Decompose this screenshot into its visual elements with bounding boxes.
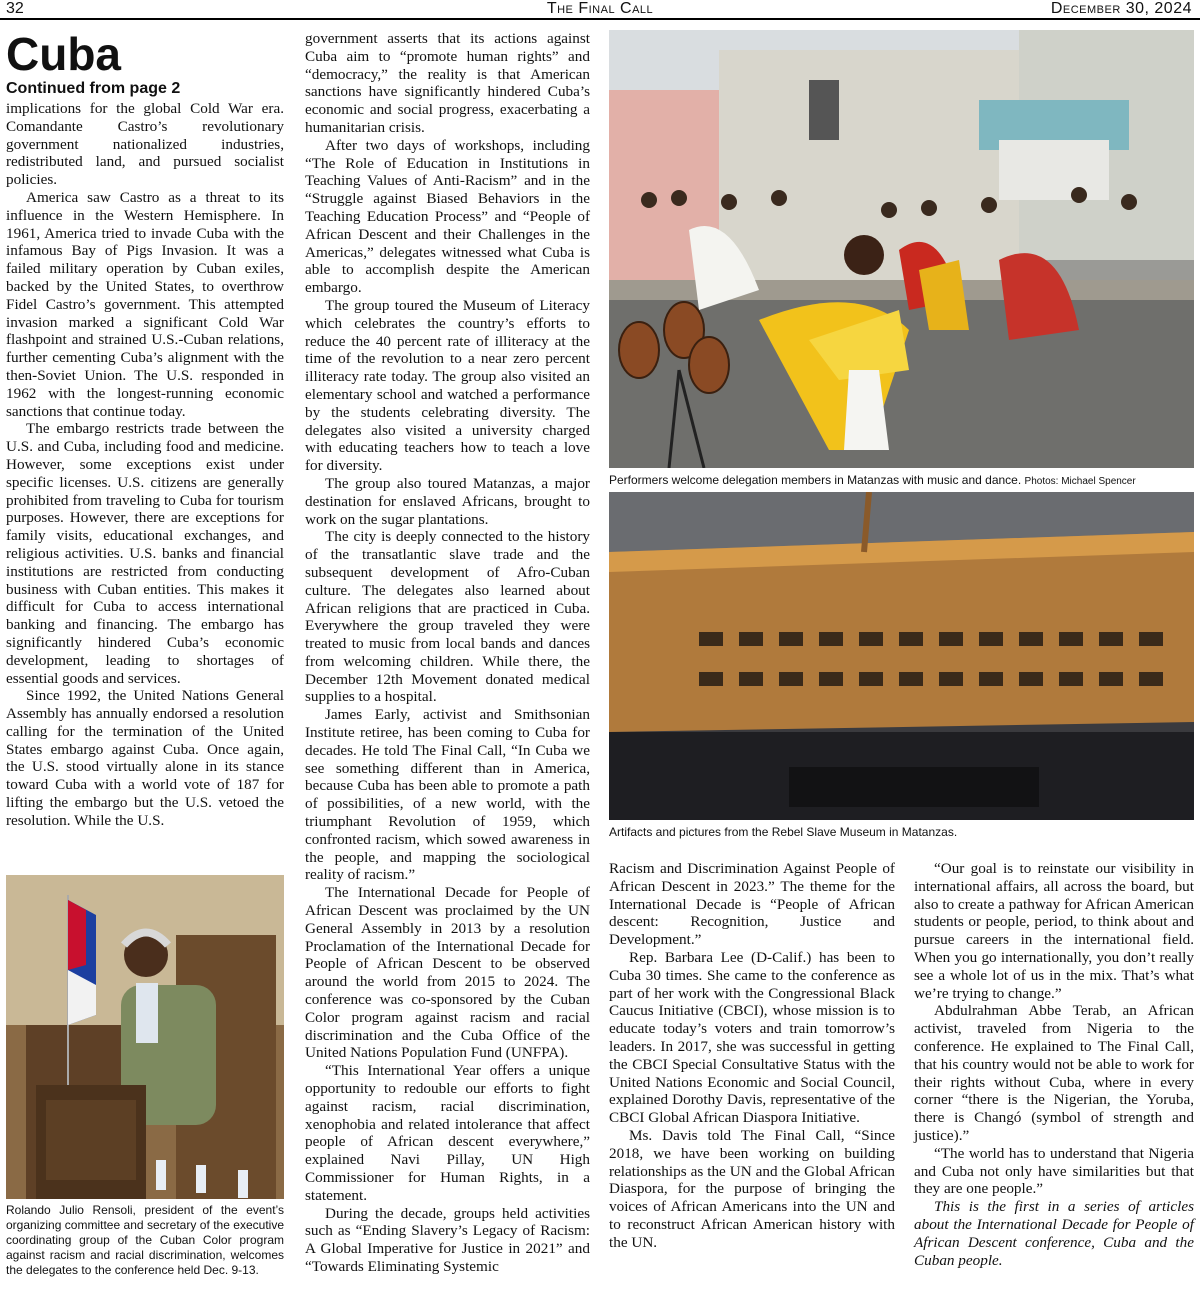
- paragraph: “Our goal is to reinstate our visibility in international affairs, all across the board, but also to create a pathway for African American students or people, period, to think about and pursue careers in the international field. When you go internationally, you don’t really see a whole lot of us in the mix. That’s what we’re trying to change.”: [914, 860, 1194, 1002]
- ship-photo-illustration: [609, 492, 1194, 820]
- speaker-caption: Rolando Julio Rensoli, president of the event’s organizing committee and secretary of the executive coordinating group of the Cuban Color program against racism and racial discrimination, welcomes the delegates to the conference held Dec. 9-13.: [6, 1203, 284, 1277]
- publication-name: The Final Call: [546, 0, 654, 17]
- paragraph: “The world has to understand that Nigeria and Cuba not only have similarities but that they are one people.”: [914, 1144, 1194, 1198]
- paragraph: The embargo restricts trade between the U.S. and Cuba, including food and medicine. However, some exceptions exist under specific licenses. U.S. citizens are generally prohibited from traveling to Cuba for tourism purposes. However, there are exceptions for family visits, educational exchanges, and religious activities. U.S. banks and financial institutions are restricted from conducting business with Cuban entities. This makes it difficult for Cuba to access international banking and financing. The embargo has significantly hindered Cuba’s economic development, leading to shortages of essential goods and services.: [6, 420, 284, 687]
- paragraph: The group toured the Museum of Literacy which celebrates the country’s efforts to reduce the 40 percent rate of illiteracy at the time of the revolution to a near zero percent illiteracy rate today. The group also visited an elementary school and watched a performance by the students celebrating diversity. The delegates also visited a university charged with educating teachers how to teach a love for diversity.: [305, 296, 590, 475]
- page-number: 32: [6, 0, 24, 17]
- paragraph: implications for the global Cold War era. Comandante Castro’s revolutionary government nationalized industries, redistributed land, and pursued socialist policies.: [6, 100, 284, 189]
- dance-caption: [609, 473, 1194, 489]
- paragraph: During the decade, groups held activities such as “Ending Slavery’s Legacy of Racism: A Global Imperative for Justice in 2021” and “Towards Eliminating Systemic: [305, 1204, 590, 1275]
- paragraph: James Early, activist and Smithsonian Institute retiree, has been coming to Cuba for decades. He told The Final Call, “In Cuba we see something different than in America, because Cuba has been able to promote a path of possibilities, of a new world, with the triumphant Revolution of 1959, which confronted racism, which sowed awareness in the people, and mapping the sociological reality of racism.”: [305, 706, 590, 884]
- paragraph: The International Decade for People of African Descent was proclaimed by the UN General Assembly in 2013 by a resolution Proclamation of the International Decade for People of African Descent to be observed around the world from 2015 to 2024. The conference was co-sponsored by the Cuban Color program against racism and racial discrimination and the Cuba Office of the United Nations Population Fund (UNFPA).: [305, 884, 590, 1062]
- ship-museum-photo: [609, 492, 1194, 820]
- paragraph: Ms. Davis told The Final Call, “Since 2018, we have been working on building relationships as the UN and the Global African Diaspora, for the purpose of bringing the voices of African Americans into the UN and to reconstruct African American history with the UN.: [609, 1126, 895, 1251]
- header-rule: [0, 18, 1200, 20]
- column-1: [6, 100, 284, 830]
- dance-caption-text: Performers welcome delegation members in Matanzas with music and dance.: [609, 473, 1022, 487]
- paragraph: The group also toured Matanzas, a major destination for enslaved Africans, brought to work on the sugar plantations.: [305, 474, 590, 528]
- column-3: [609, 860, 895, 1252]
- paragraph: Rep. Barbara Lee (D-Calif.) has been to Cuba 30 times. She came to the conference as part of her work with the Congressional Black Caucus Initiative (CBCI), whose mission is to educate today’s voters and train tomorrow’s leaders. In 2017, she was successful in getting the CBCI Special Consultative Status with the United Nations Economic and Social Council, explained Dorothy Davis, representative of the CBCI Global African Diaspora Initiative.: [609, 948, 895, 1127]
- issue-date: December 30, 2024: [1050, 0, 1192, 17]
- continued-line: Continued from page 2: [6, 80, 181, 97]
- paragraph: Since 1992, the United Nations General Assembly has annually endorsed a resolution calling for the termination of the United States embargo against Cuba. Once again, the U.S. stood virtually alone in its stance toward Cuba with a world vote of 187 for lifting the embargo but the U.S. vetoed the resolution. While the U.S.: [6, 687, 284, 829]
- paragraph: After two days of workshops, including “The Role of Education in Institutions in Teaching Values of Anti-Racism” and in the “Struggle against Biased Behaviors in the Teaching Education Process” and “People of African Descent and their Challenges in the Americas,” delegates witnessed what Cuba is able to accomplish despite the American embargo.: [305, 136, 590, 297]
- paragraph: “This International Year offers a unique opportunity to redouble our efforts to fight against racism, racial discrimination, xenophobia and related intolerance that affect people of African descent everywhere,” explained Navi Pillay, UN High Commissioner for Human Rights, in a statement.: [305, 1062, 590, 1204]
- series-note: This is the first in a series of articles about the International Decade for People of African Descent conference, Cuba and the Cuban people.: [914, 1198, 1194, 1269]
- column-4: [914, 860, 1194, 1269]
- paragraph: America saw Castro as a threat to its influence in the Western Hemisphere. In 1961, America tried to invade Cuba with the infamous Bay of Pigs Invasion. It was a failed military operation by Cuban exiles, backed by the United States, to overthrow Fidel Castro’s government. This attempted invasion marked a significant Cold War flashpoint and strained U.S.-Cuban relations, further cementing Cuba’s alignment with the then-Soviet Union. The U.S. responded in 1962 with the longest-running economic sanctions that continue today.: [6, 188, 284, 420]
- speaker-photo-illustration: [6, 875, 284, 1199]
- paragraph: government asserts that its actions against Cuba aim to “promote human rights” and “democracy,” the reality is that American sanctions have significantly hindered Cuba’s economic and social progress, exacerbating a humanitarian crisis.: [305, 30, 590, 136]
- column-2: [305, 30, 590, 1276]
- photo-credit: Photos: Michael Spencer: [1024, 476, 1136, 487]
- ship-caption: Artifacts and pictures from the Rebel Slave Museum in Matanzas.: [609, 825, 958, 839]
- article-title: Cuba: [6, 28, 121, 80]
- paragraph: The city is deeply connected to the history of the transatlantic slave trade and the subsequent development of Afro-Cuban culture. The delegates also learned about African religions that are practiced in Cuba. Everywhere the group traveled they were treated to music from local bands and dances from welcoming children. While there, the December 12th Movement donated medical supplies to a hospital.: [305, 528, 590, 706]
- paragraph: Racism and Discrimination Against People of African Descent in 2023.” The theme for the International Decade is “People of African descent: Recognition, Justice and Development.”: [609, 860, 895, 949]
- paragraph: Abdulrahman Abbe Terab, an African activist, traveled from Nigeria to the conference. He explained to The Final Call, that his country would not be able to work for their rights without Cuba, where in every corner “there is the Nigerian, the Yoruba, there is Changó (symbol of strength and justice).”: [914, 1002, 1194, 1144]
- speaker-photo: [6, 875, 284, 1199]
- dance-photo-illustration: [609, 30, 1194, 468]
- dance-photo: [609, 30, 1194, 468]
